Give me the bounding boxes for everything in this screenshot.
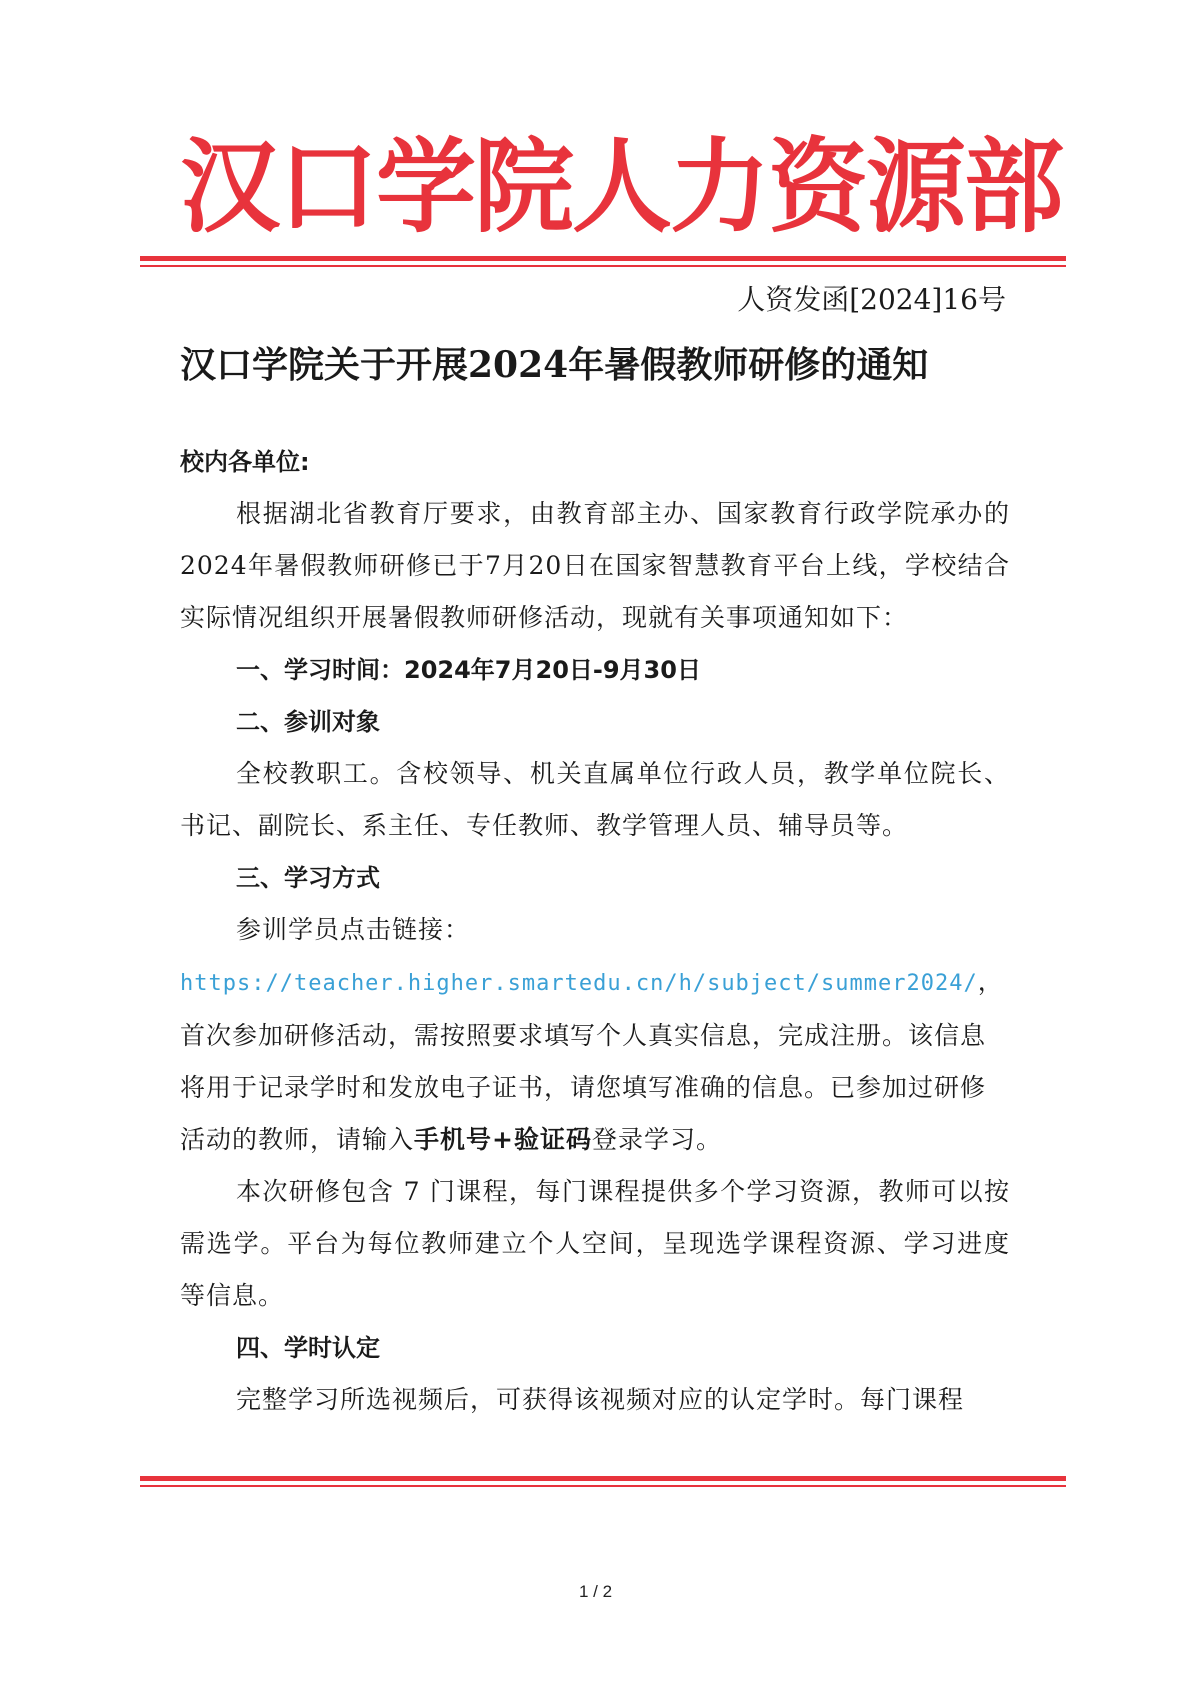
intro-paragraph: 根据湖北省教育厅要求，由教育部主办、国家教育行政学院承办的2024年暑假教师研修已于7月20日在国家智慧教育平台上线，学校结合实际情况组织开展暑假教师研修活动，现就有关事项通知如下：: [180, 499, 1010, 632]
section-3-after-link: ，首次参加研修活动，需按照要求填写个人真实信息，完成注册。该信息将用于记录学时和发放电子证书，请您填写准确的信息。已参加过研修活动的教师，请输入: [180, 967, 1004, 1154]
section-3-body: [180, 956, 1010, 1166]
section-2-heading: 二、参训对象: [236, 708, 380, 736]
section-1-heading: 一、学习时间：2024年7月20日-9月30日: [236, 656, 701, 684]
section-3-heading: 三、学习方式: [236, 864, 380, 892]
section-3-login-suffix: 登录学习。: [591, 1125, 722, 1154]
document-number: 人资发函[2024]16号: [737, 283, 1006, 316]
document-body: [180, 436, 1010, 1426]
header-rule-thick: [140, 256, 1066, 261]
footer-rule-thin: [140, 1485, 1066, 1487]
section-3-lead: 参训学员点击链接：: [236, 915, 471, 944]
document-title: 汉口学院关于开展2024年暑假教师研修的通知: [180, 344, 929, 386]
page-indicator: 1 / 2: [578, 1582, 613, 1601]
header-rule-thin: [140, 265, 1066, 267]
section-2-body: 全校教职工。含校领导、机关直属单位行政人员，教学单位院长、书记、副院长、系主任、专任教师、教学管理人员、辅导员等。: [180, 759, 1010, 840]
salutation: 校内各单位:: [180, 448, 310, 476]
footer-rule-thick: [140, 1476, 1066, 1481]
org-letterhead: 汉口学院人力资源部: [180, 126, 1062, 248]
section-4-heading: 四、学时认定: [236, 1334, 380, 1362]
section-4-body: 完整学习所选视频后，可获得该视频对应的认定学时。每门课程: [236, 1385, 965, 1414]
registration-link[interactable]: https://teacher.higher.smartedu.cn/h/subject/summer2024/: [180, 971, 978, 996]
section-3-body-2: 本次研修包含 7 门课程，每门课程提供多个学习资源，教师可以按需选学。平台为每位教师建立个人空间，呈现选学课程资源、学习进度等信息。: [180, 1177, 1010, 1310]
login-method: 手机号+验证码: [414, 1125, 592, 1154]
